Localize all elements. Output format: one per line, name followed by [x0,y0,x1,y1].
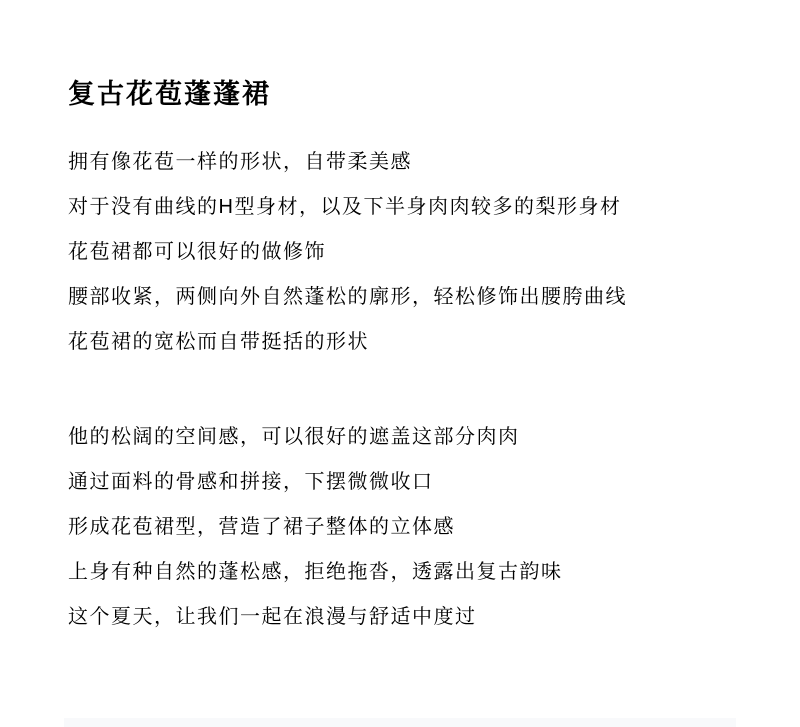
body-line: 花苞裙都可以很好的做修饰 [68,241,326,263]
body-line: 通过面料的骨感和拼接，下摆微微收口 [68,471,434,493]
description-block-1 [68,140,760,365]
body-line: 他的松阔的空间感，可以很好的遮盖这部分肉肉 [68,426,520,448]
body-line: 腰部收紧，两侧向外自然蓬松的廓形，轻松修饰出腰胯曲线 [68,286,627,308]
description-block-2 [68,415,760,640]
body-line: 花苞裙的宽松而自带挺括的形状 [68,331,369,353]
body-line: 这个夏天，让我们一起在浪漫与舒适中度过 [68,606,477,628]
page-title: 复古花苞蓬蓬裙 [68,79,271,109]
body-line: 上身有种自然的蓬松感，拒绝拖沓，透露出复古韵味 [68,561,563,583]
body-line: 拥有像花苞一样的形状，自带柔美感 [68,151,412,173]
body-line: 形成花苞裙型，营造了裙子整体的立体感 [68,516,455,538]
next-section-top-edge [64,718,736,727]
body-line: 对于没有曲线的H型身材，以及下半身肉肉较多的梨形身材 [68,196,622,218]
